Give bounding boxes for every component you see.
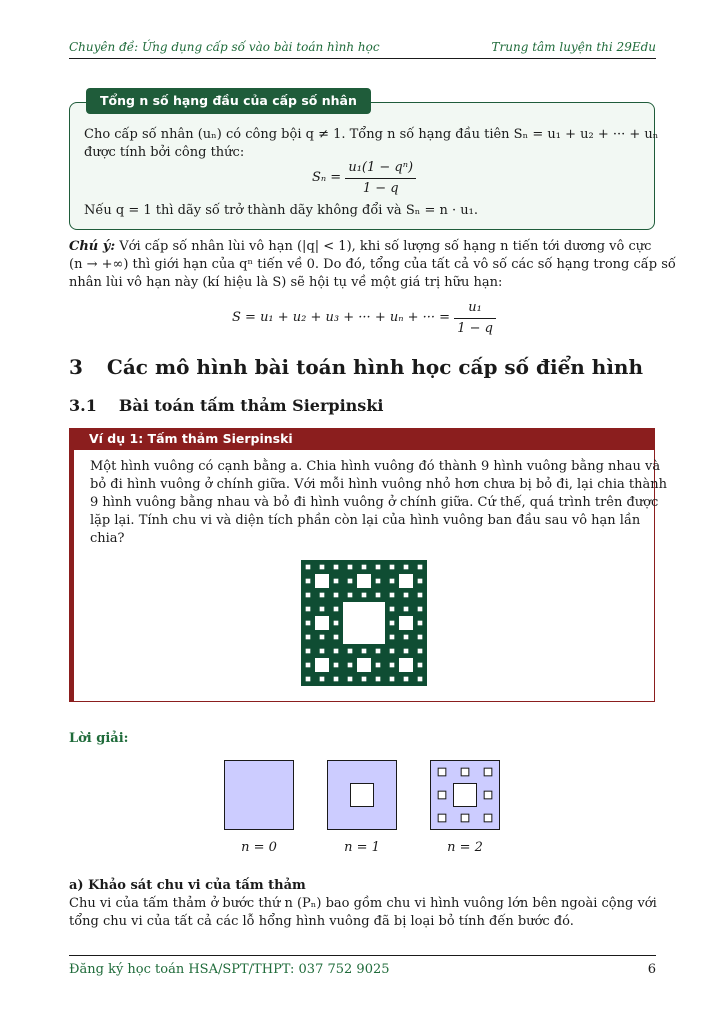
carpet-hole [320, 649, 325, 654]
carpet-hole [390, 649, 395, 654]
carpet-hole [376, 649, 381, 654]
carpet-hole [334, 677, 339, 682]
part-a-title: a) Khảo sát chu vi của tấm thảm [69, 878, 306, 893]
example-line: Một hình vuông có cạnh bằng a. Chia hình vuông đó thành 9 hình vuông bằng nhau và [90, 459, 661, 474]
sierpinski-carpet-figure [301, 560, 427, 686]
step-label-0: n = 0 [241, 840, 277, 855]
carpet-hole [362, 649, 367, 654]
example-line: lặp lại. Tính chu vi và diện tích phần còn lại của hình vuông ban đầu sau vô hạn lần [90, 513, 641, 528]
carpet-hole [306, 621, 311, 626]
carpet-hole [362, 565, 367, 570]
definition-line-2: được tính bởi công thức: [84, 145, 245, 160]
part-a-line-1: Chu vi của tấm thảm ở bước thứ n (Pₙ) bao gồm chu vi hình vuông lớn bên ngoài cộng với [69, 896, 657, 911]
carpet-hole [348, 565, 353, 570]
carpet-hole [404, 607, 409, 612]
carpet-hole [418, 565, 423, 570]
footer-contact: Đăng ký học toán HSA/SPT/THPT: 037 752 9025 [69, 962, 390, 977]
carpet-hole [334, 649, 339, 654]
note-text-1: Với cấp số nhân lùi vô hạn (|q| < 1), khi số lượng số hạng n tiến tới dương vô cực [115, 239, 652, 254]
carpet-hole [399, 574, 413, 588]
step-2-hole [461, 814, 469, 822]
carpet-hole [357, 658, 371, 672]
carpet-hole [306, 677, 311, 682]
carpet-hole [334, 607, 339, 612]
carpet-hole [348, 649, 353, 654]
section-3-1-heading [69, 396, 383, 415]
footer-rule [69, 955, 656, 956]
note-label: Chú ý: [69, 239, 116, 254]
carpet-hole [306, 607, 311, 612]
definition-formula [312, 158, 416, 198]
carpet-hole [399, 658, 413, 672]
note-line-3: nhân lùi vô hạn này (kí hiệu là S) sẽ hội tụ về một giá trị hữu hạn: [69, 275, 503, 290]
formula-denominator: 1 − q [362, 180, 399, 196]
carpet-hole [320, 593, 325, 598]
carpet-hole [418, 607, 423, 612]
step-2-hole [484, 768, 492, 776]
carpet-hole [320, 677, 325, 682]
carpet-hole [343, 602, 385, 644]
carpet-hole [418, 635, 423, 640]
note-formula-lhs: S = u₁ + u₂ + u₃ + ··· + uₙ + ··· = [232, 310, 451, 325]
step-2-hole [438, 814, 446, 822]
carpet-hole [390, 565, 395, 570]
carpet-hole [306, 663, 311, 668]
carpet-hole [357, 574, 371, 588]
carpet-hole [376, 565, 381, 570]
section-3-1-title: Bài toán tấm thảm Sierpinski [118, 396, 384, 415]
step-2-hole [438, 768, 446, 776]
carpet-hole [390, 579, 395, 584]
section-3-1-number: 3.1 [69, 396, 97, 415]
step-2-hole [461, 768, 469, 776]
section-3-title: Các mô hình bài toán hình học cấp số điển hình [106, 355, 644, 379]
note-formula-denominator: 1 − q [457, 320, 493, 336]
carpet-hole [418, 621, 423, 626]
carpet-hole [334, 663, 339, 668]
carpet-hole [306, 649, 311, 654]
step-label-2: n = 2 [447, 840, 483, 855]
formula-lhs: Sₙ = [312, 170, 342, 185]
formula-fraction [345, 159, 416, 198]
step-0-square [225, 761, 294, 830]
carpet-hole [390, 677, 395, 682]
step-2-holes [438, 768, 492, 822]
carpet-hole [399, 616, 413, 630]
section-3-heading [69, 355, 643, 379]
carpet-holes [306, 565, 423, 682]
carpet-hole [404, 677, 409, 682]
carpet-hole [376, 663, 381, 668]
step-2-hole [484, 791, 492, 799]
definition-line-1: Cho cấp số nhân (uₙ) có công bội q ≠ 1. Tổng n số hạng đầu tiên Sₙ = u₁ + u₂ + ··· + uₙ [84, 127, 659, 142]
carpet-step-0 [224, 760, 294, 830]
carpet-hole [418, 579, 423, 584]
carpet-hole [404, 565, 409, 570]
note-line-1 [69, 238, 651, 256]
carpet-hole [362, 593, 367, 598]
carpet-hole [334, 593, 339, 598]
example-title: Ví dụ 1: Tấm thảm Sierpinski [69, 428, 655, 450]
carpet-hole [348, 593, 353, 598]
carpet-hole [404, 635, 409, 640]
carpet-hole [306, 565, 311, 570]
carpet-hole [348, 579, 353, 584]
carpet-hole [334, 635, 339, 640]
part-a-line-2: tổng chu vi của tất cả các lỗ hổng hình vuông đã bị loại bỏ tính đến bước đó. [69, 914, 574, 929]
carpet-hole [418, 677, 423, 682]
running-header-left: Chuyên đề: Ứng dụng cấp số vào bài toán hình học [69, 40, 380, 54]
example-line: 9 hình vuông bằng nhau và bỏ đi hình vuông ở chính giữa. Cứ thế, quá trình trên được [90, 495, 659, 510]
step-label-1: n = 1 [344, 840, 380, 855]
carpet-hole [418, 649, 423, 654]
carpet-hole [362, 677, 367, 682]
carpet-hole [320, 565, 325, 570]
page-number: 6 [647, 962, 656, 977]
carpet-hole [306, 635, 311, 640]
carpet-hole [376, 677, 381, 682]
carpet-hole [390, 621, 395, 626]
carpet-hole [418, 593, 423, 598]
carpet-hole [315, 616, 329, 630]
definition-box-title: Tổng n số hạng đầu của cấp số nhân [86, 88, 371, 114]
section-3-number: 3 [69, 355, 83, 379]
carpet-hole [320, 635, 325, 640]
definition-line-3: Nếu q = 1 thì dãy số trở thành dãy không đổi và Sₙ = n · u₁. [84, 203, 478, 218]
carpet-hole [306, 579, 311, 584]
carpet-hole [376, 579, 381, 584]
carpet-hole [315, 574, 329, 588]
carpet-hole [334, 565, 339, 570]
step-2-hole [438, 791, 446, 799]
note-formula-numerator: u₁ [454, 299, 496, 319]
carpet-hole [390, 593, 395, 598]
note-formula-fraction [454, 299, 496, 338]
carpet-hole [306, 593, 311, 598]
carpet-hole [334, 621, 339, 626]
carpet-hole [404, 593, 409, 598]
carpet-hole [320, 607, 325, 612]
formula-numerator: u₁(1 − qⁿ) [345, 159, 416, 179]
carpet-step-1 [327, 760, 397, 830]
solution-label: Lời giải: [69, 731, 129, 746]
example-line: bỏ đi hình vuông ở chính giữa. Với mỗi hình vuông nhỏ hơn chưa bị bỏ đi, lại chia thành [90, 477, 667, 492]
carpet-step-2 [430, 760, 500, 830]
step-2-hole [454, 784, 477, 807]
carpet-hole [418, 663, 423, 668]
example-line: chia? [90, 531, 125, 546]
carpet-hole [404, 649, 409, 654]
carpet-hole [390, 635, 395, 640]
step-1-hole [351, 784, 374, 807]
carpet-hole [390, 607, 395, 612]
carpet-hole [315, 658, 329, 672]
header-rule [69, 58, 656, 59]
carpet-hole [334, 579, 339, 584]
carpet-hole [348, 663, 353, 668]
note-formula [232, 298, 496, 338]
carpet-hole [390, 663, 395, 668]
carpet-hole [376, 593, 381, 598]
example-text [90, 458, 667, 548]
carpet-hole [348, 677, 353, 682]
note-line-2: (n → +∞) thì giới hạn của qⁿ tiến về 0. Do đó, tổng của tất cả vô số các số hạng trong cấp số [69, 257, 676, 272]
step-2-hole [484, 814, 492, 822]
running-header-right: Trung tâm luyện thi 29Edu [491, 40, 656, 54]
